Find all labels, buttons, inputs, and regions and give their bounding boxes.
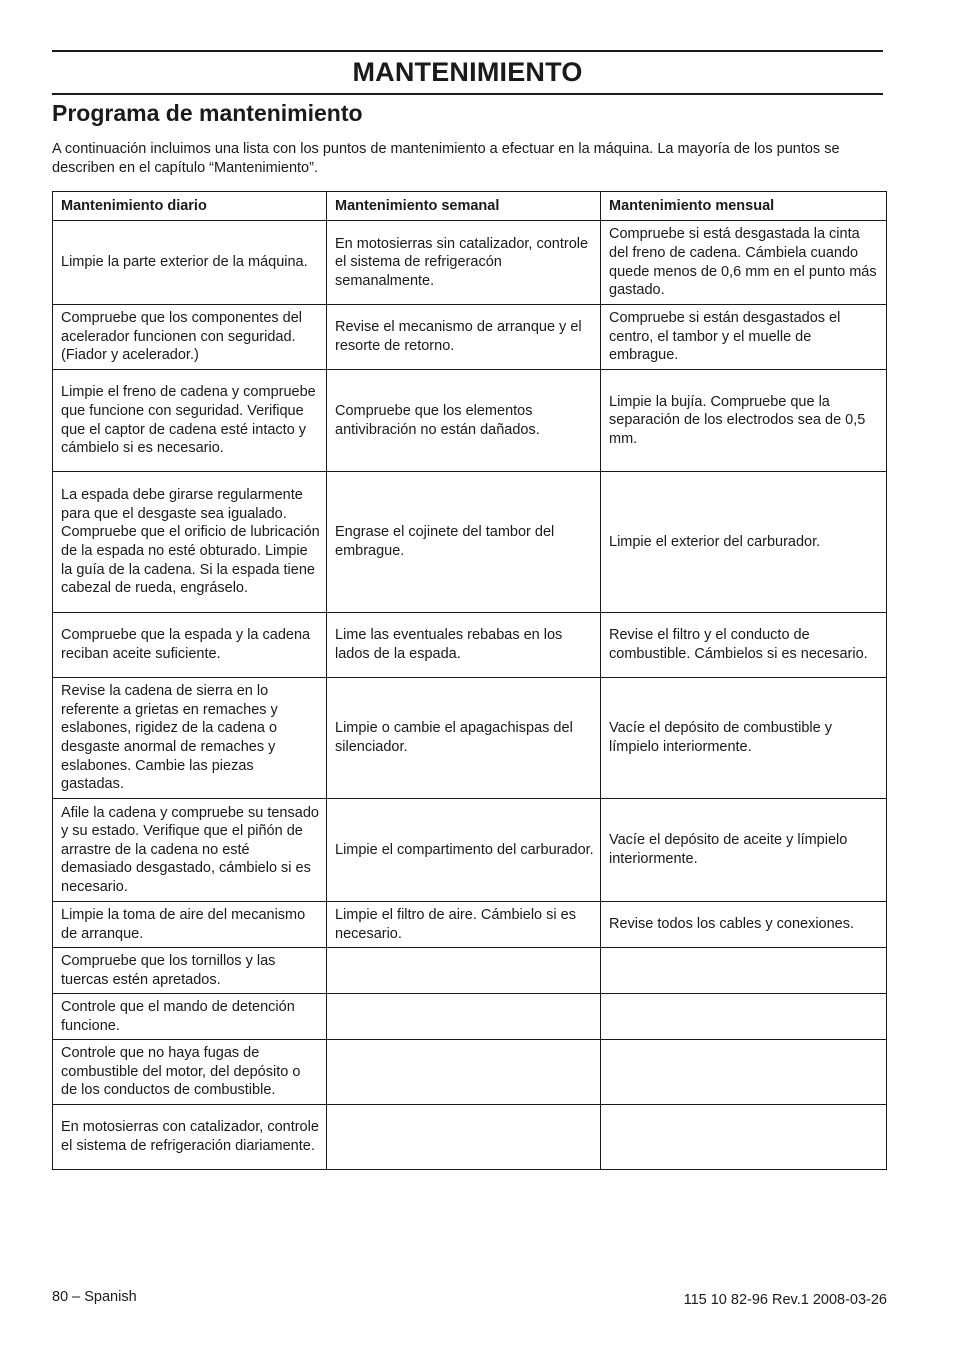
table-cell-monthly: Compruebe si está desgastada la cinta del freno de cadena. Cámbiela cuando quede menos de 0,6 mm en el punto más gastado. xyxy=(601,221,887,305)
table-cell-monthly: Revise el filtro y el conducto de combustible. Cámbielos si es necesario. xyxy=(601,613,887,678)
table-cell-weekly: Limpie el compartimento del carburador. xyxy=(327,799,601,902)
document-reference: 115 10 82-96 Rev.1 2008-03-26 xyxy=(683,1292,887,1308)
table-header-row xyxy=(53,192,887,221)
table-cell-daily: Limpie el freno de cadena y compruebe que funcione con seguridad. Verifique que el captor de cadena esté intacto y cámbielo si es necesario. xyxy=(53,370,327,472)
table-cell-monthly: Vacíe el depósito de combustible y límpielo interiormente. xyxy=(601,678,887,799)
table-cell-monthly xyxy=(601,948,887,994)
intro-paragraph: A continuación incluimos una lista con los puntos de mantenimiento a efectuar en la máquina. La mayoría de los puntos se describen en el capítulo “Mantenimiento”. xyxy=(52,141,840,176)
table-cell-weekly: Compruebe que los elementos antivibración no están dañados. xyxy=(327,370,601,472)
table-cell-daily: Controle que el mando de detención funcione. xyxy=(53,994,327,1040)
table-cell-weekly xyxy=(327,994,601,1040)
table-cell-weekly: Engrase el cojinete del tambor del embrague. xyxy=(327,472,601,613)
table-row xyxy=(53,305,887,370)
table-cell-daily: Compruebe que los componentes del acelerador funcionen con seguridad. (Fiador y acelerador.) xyxy=(53,305,327,370)
table-cell-daily: En motosierras con catalizador, controle el sistema de refrigeración diariamente. xyxy=(53,1105,327,1170)
table-cell-weekly: En motosierras sin catalizador, controle el sistema de refrigeracón semanalmente. xyxy=(327,221,601,305)
table-cell-daily: La espada debe girarse regularmente para que el desgaste sea igualado. Compruebe que el orificio de lubricación de la espada no esté obturado. Limpie la guía de la cadena. Si la espada tiene cabezal de rueda, engráselo. xyxy=(53,472,327,613)
table-cell-monthly: Limpie la bujía. Compruebe que la separación de los electrodos sea de 0,5 mm. xyxy=(601,370,887,472)
table-cell-weekly xyxy=(327,1040,601,1105)
table-cell-weekly: Lime las eventuales rebabas en los lados de la espada. xyxy=(327,613,601,678)
table-cell-monthly xyxy=(601,1040,887,1105)
page-number: 80 – Spanish xyxy=(52,1289,137,1305)
table-cell-weekly xyxy=(327,948,601,994)
column-header-monthly: Mantenimiento mensual xyxy=(601,192,887,221)
table-row xyxy=(53,799,887,902)
table-row xyxy=(53,948,887,994)
table-cell-monthly: Vacíe el depósito de aceite y límpielo interiormente. xyxy=(601,799,887,902)
table-cell-weekly: Limpie o cambie el apagachispas del silenciador. xyxy=(327,678,601,799)
table-cell-monthly xyxy=(601,994,887,1040)
table-cell-monthly: Limpie el exterior del carburador. xyxy=(601,472,887,613)
table-row xyxy=(53,1040,887,1105)
table-cell-daily: Limpie la toma de aire del mecanismo de arranque. xyxy=(53,902,327,948)
table-cell-monthly: Revise todos los cables y conexiones. xyxy=(601,902,887,948)
column-header-weekly: Mantenimiento semanal xyxy=(327,192,601,221)
maintenance-schedule-table xyxy=(52,191,887,1170)
table-cell-daily: Controle que no haya fugas de combustible del motor, del depósito o de los conductos de combustible. xyxy=(53,1040,327,1105)
section-rule xyxy=(52,93,883,95)
table-row xyxy=(53,613,887,678)
table-row xyxy=(53,902,887,948)
table-cell-monthly: Compruebe si están desgastados el centro, el tambor y el muelle de embrague. xyxy=(601,305,887,370)
table-row xyxy=(53,221,887,305)
table-row xyxy=(53,370,887,472)
table-row xyxy=(53,1105,887,1170)
top-rule xyxy=(52,50,883,52)
table-cell-daily: Revise la cadena de sierra en lo referente a grietas en remaches y eslabones, rigidez de la cadena o desgaste anormal de remaches y eslabones. Cambie las piezas gastadas. xyxy=(53,678,327,799)
table-cell-daily: Afile la cadena y compruebe su tensado y su estado. Verifique que el piñón de arrastre de la cadena no esté demasiado desgastado, cámbielo si es necesario. xyxy=(53,799,327,902)
table-cell-weekly xyxy=(327,1105,601,1170)
page-heading: Programa de mantenimiento xyxy=(52,100,363,126)
table-cell-daily: Limpie la parte exterior de la máquina. xyxy=(53,221,327,305)
table-row xyxy=(53,678,887,799)
section-title: MANTENIMIENTO xyxy=(352,57,583,87)
table-cell-daily: Compruebe que los tornillos y las tuercas estén apretados. xyxy=(53,948,327,994)
table-cell-weekly: Revise el mecanismo de arranque y el resorte de retorno. xyxy=(327,305,601,370)
table-cell-weekly: Limpie el filtro de aire. Cámbielo si es necesario. xyxy=(327,902,601,948)
table-cell-daily: Compruebe que la espada y la cadena reciban aceite suficiente. xyxy=(53,613,327,678)
table-row xyxy=(53,994,887,1040)
table-row xyxy=(53,472,887,613)
table-cell-monthly xyxy=(601,1105,887,1170)
column-header-daily: Mantenimiento diario xyxy=(53,192,327,221)
